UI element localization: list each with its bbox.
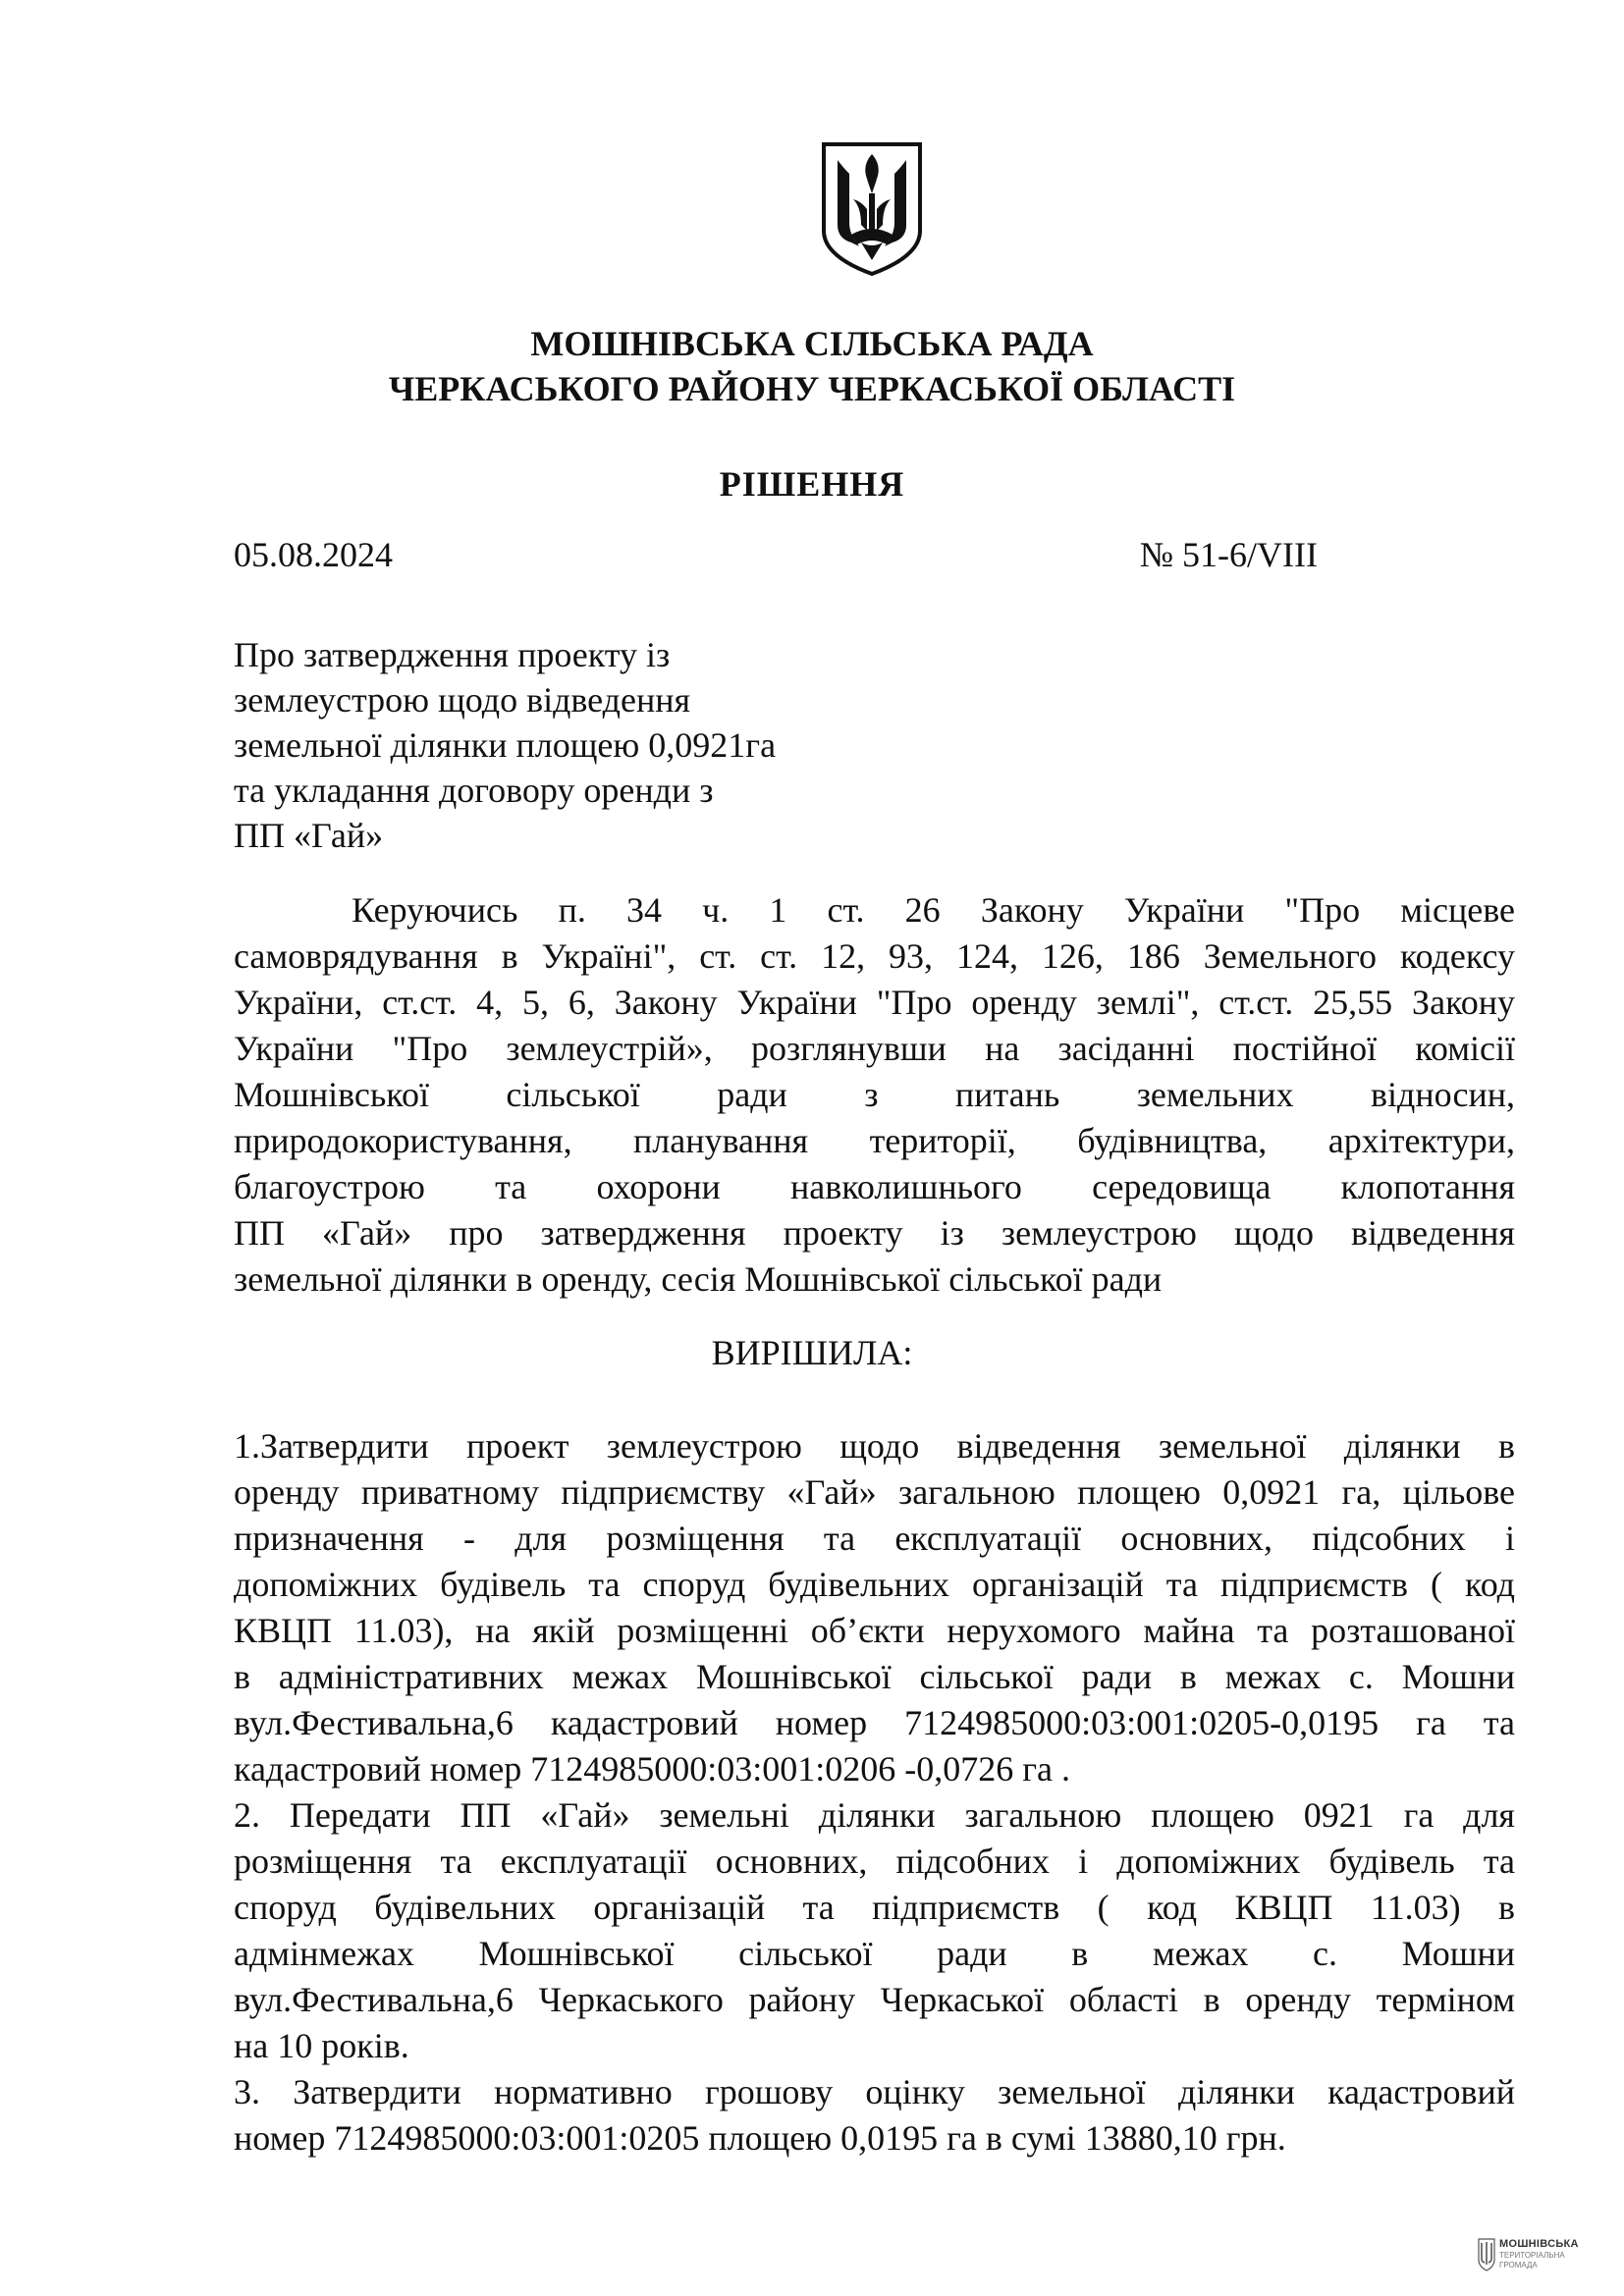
document-title: РІШЕННЯ bbox=[719, 464, 905, 504]
subject-line: Про затвердження проекту із bbox=[234, 635, 671, 674]
community-logo bbox=[1478, 2238, 1596, 2277]
item-line: номер 7124985000:03:001:0205 площею 0,0195 га в сумі 13880,10 грн. bbox=[234, 2118, 1286, 2158]
logo-subtitle: ГРОМАДА bbox=[1499, 2261, 1538, 2269]
item-line: на 10 років. bbox=[234, 2026, 409, 2065]
item-line: призначення - для розміщення та експлуатації основних, підсобних і bbox=[234, 1519, 1515, 1558]
decision-subject bbox=[234, 632, 921, 858]
preamble-line: земельної ділянки в оренду, сесія Мошнівської сільської ради bbox=[234, 1259, 1163, 1299]
subject-line: землеустрою щодо відведення bbox=[234, 680, 691, 720]
council-name: МОШНІВСЬКА СІЛЬСЬКА РАДА bbox=[530, 324, 1094, 363]
item-line: споруд будівельних організацій та підприємств ( код КВЦП 11.03) в bbox=[234, 1888, 1515, 1927]
trident-icon bbox=[1478, 2238, 1495, 2271]
item-line: розміщення та експлуатації основних, підсобних і допоміжних будівель та bbox=[234, 1842, 1515, 1881]
decision-number: № 51-6/VIII bbox=[1139, 535, 1318, 574]
trident-icon bbox=[818, 140, 926, 278]
item-line: 1.Затвердити проект землеустрою щодо відведення земельної ділянки в bbox=[234, 1426, 1515, 1466]
resolved-heading: ВИРІШИЛА: bbox=[711, 1333, 913, 1372]
preamble-line: Керуючись п. 34 ч. 1 ст. 26 Закону України "Про місцеве bbox=[352, 890, 1515, 930]
preamble-line: благоустрою та охорони навколишнього середовища клопотання bbox=[234, 1167, 1515, 1206]
logo-subtitle: ТЕРИТОРІАЛЬНА bbox=[1499, 2251, 1565, 2260]
item-line: вул.Фестивальна,6 Черкаського району Черкаської області в оренду терміном bbox=[234, 1980, 1515, 2019]
preamble-line: природокористування, планування території, будівництва, архітектури, bbox=[234, 1121, 1515, 1160]
item-line: КВЦП 11.03), на якій розміщенні об’єкти нерухомого майна та розташованої bbox=[234, 1611, 1515, 1650]
subject-line: та укладання договору оренди з bbox=[234, 771, 714, 810]
preamble-line: самоврядування в Україні", ст. ст. 12, 93, 124, 126, 186 Земельного кодексу bbox=[234, 936, 1515, 976]
decision-items bbox=[234, 1423, 1515, 2162]
subject-line: ПП «Гай» bbox=[234, 816, 384, 855]
preamble-paragraph bbox=[234, 887, 1515, 1303]
preamble-line: Мошнівської сільської ради з питань земельних відносин, bbox=[234, 1075, 1515, 1114]
item-line: в адміністративних межах Мошнівської сільської ради в межах с. Мошни bbox=[234, 1657, 1515, 1696]
preamble-line: України, ст.ст. 4, 5, 6, Закону України "Про оренду землі", ст.ст. 25,55 Закону bbox=[234, 983, 1515, 1022]
item-line: вул.Фестивальна,6 кадастровий номер 7124985000:03:001:0205-0,0195 га та bbox=[234, 1703, 1515, 1742]
date-number-line bbox=[234, 532, 1318, 577]
item-line: кадастровий номер 7124985000:03:001:0206 -0,0726 га . bbox=[234, 1749, 1070, 1789]
preamble-line: ПП «Гай» про затвердження проекту із землеустрою щодо відведення bbox=[234, 1213, 1515, 1253]
item-line: 2. Передати ПП «Гай» земельні ділянки загальною площею 0921 га для bbox=[234, 1795, 1515, 1835]
council-region: ЧЕРКАСЬКОГО РАЙОНУ ЧЕРКАСЬКОЇ ОБЛАСТІ bbox=[388, 369, 1236, 408]
decision-date: 05.08.2024 bbox=[234, 535, 393, 574]
item-line: адмінмежах Мошнівської сільської ради в межах с. Мошни bbox=[234, 1934, 1515, 1973]
item-line: допоміжних будівель та споруд будівельних організацій та підприємств ( код bbox=[234, 1565, 1515, 1604]
item-line: оренду приватному підприємству «Гай» загальною площею 0,0921 га, цільове bbox=[234, 1472, 1515, 1512]
preamble-line: України "Про землеустрій», розглянувши на засіданні постійної комісії bbox=[234, 1029, 1515, 1068]
logo-title: МОШНІВСЬКА bbox=[1499, 2238, 1579, 2250]
subject-line: земельної ділянки площею 0,0921га bbox=[234, 725, 777, 765]
item-line: 3. Затвердити нормативно грошову оцінку земельної ділянки кадастровий bbox=[234, 2072, 1515, 2111]
